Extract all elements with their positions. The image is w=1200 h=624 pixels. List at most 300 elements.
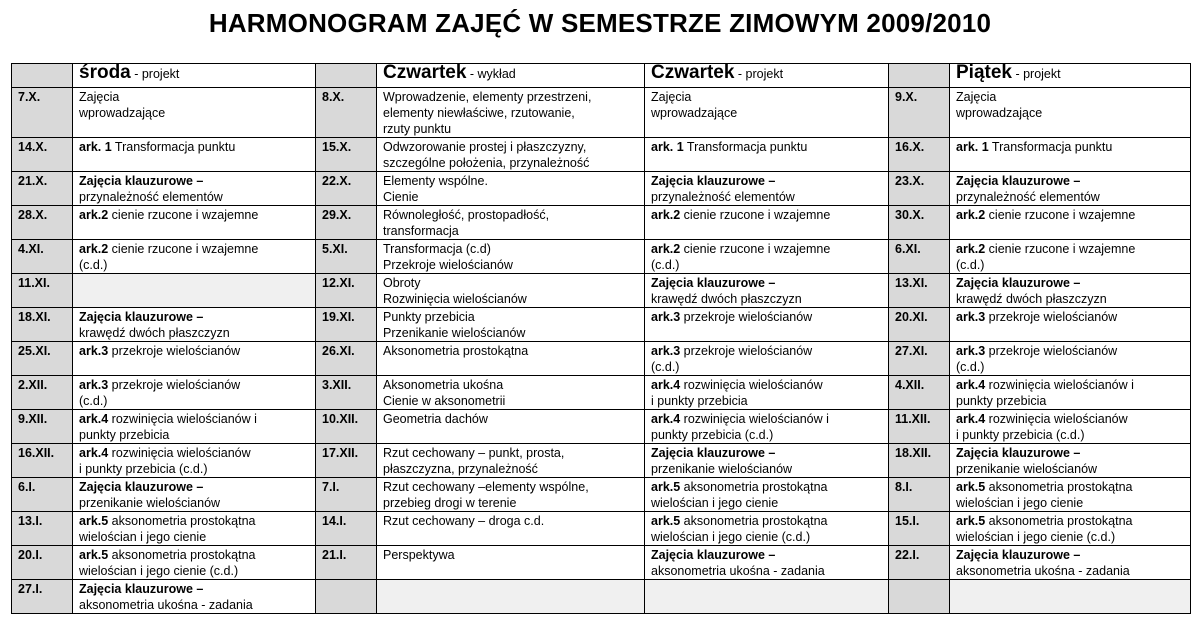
date-wednesday: 16.XII. (12, 444, 73, 478)
table-row (12, 410, 1191, 444)
cell-line (79, 105, 311, 121)
cell-line (956, 105, 1186, 121)
cell-line (956, 173, 1186, 189)
wednesday-project-cell (73, 376, 316, 410)
date-wednesday: 20.I. (12, 546, 73, 580)
friday-project-cell (950, 478, 1191, 512)
date-wednesday: 21.X. (12, 172, 73, 206)
thursday-lecture-cell (377, 546, 645, 580)
cell-line (651, 359, 884, 375)
date-wednesday: 11.XI. (12, 274, 73, 308)
cell-text: Zajęcia (651, 90, 692, 104)
thursday-project-cell (645, 138, 889, 172)
cell-text: punkty przebicia (79, 428, 170, 442)
cell-line (956, 411, 1186, 427)
cell-bold-text: ark.3 (651, 344, 681, 358)
friday-project-cell (950, 342, 1191, 376)
cell-text: aksonometria prostokątna (680, 480, 828, 494)
table-row (12, 308, 1191, 342)
header-friday-project (950, 64, 1191, 88)
date-thursday: 3.XII. (316, 376, 377, 410)
wednesday-project-cell (73, 138, 316, 172)
cell-line (651, 173, 884, 189)
date-friday: 9.X. (889, 88, 950, 138)
cell-line (79, 89, 311, 105)
thursday-project-cell (645, 206, 889, 240)
cell-line (956, 189, 1186, 205)
cell-text: (c.d.) (956, 360, 985, 374)
table-row (12, 88, 1191, 138)
date-friday: 20.XI. (889, 308, 950, 342)
cell-line (651, 343, 884, 359)
thursday-lecture-cell (377, 580, 645, 614)
thursday-project-cell (645, 580, 889, 614)
table-row (12, 206, 1191, 240)
cell-line: Rzut cechowany – punkt, prosta, (383, 446, 565, 460)
cell-line (956, 359, 1186, 375)
thursday-lecture-cell (377, 478, 645, 512)
date-friday: 23.X. (889, 172, 950, 206)
cell-line: elementy niewłaściwe, rzutowanie, (383, 106, 575, 120)
friday-project-cell (950, 274, 1191, 308)
cell-line (79, 563, 311, 579)
friday-project-cell (950, 138, 1191, 172)
cell-line (956, 529, 1186, 545)
thursday-lecture-cell (377, 88, 645, 138)
thursday-project-cell (645, 308, 889, 342)
header-day: środa (79, 63, 131, 83)
cell-line: szczególne położenia, przynależność (383, 156, 590, 170)
cell-line (651, 563, 884, 579)
wednesday-project-cell (73, 206, 316, 240)
thursday-lecture-cell (377, 512, 645, 546)
date-friday: 15.I. (889, 512, 950, 546)
cell-line (651, 479, 884, 495)
cell-text: wielościan i jego cienie (651, 496, 779, 510)
thursday-project-cell (645, 546, 889, 580)
cell-line (651, 241, 884, 257)
thursday-project-cell (645, 376, 889, 410)
header-thursday-lecture (377, 64, 645, 88)
cell-text: i punkty przebicia (651, 394, 748, 408)
cell-text: cienie rzucone i wzajemne (108, 208, 259, 222)
cell-line (651, 445, 884, 461)
cell-text: rozwinięcia wielościanów i (108, 412, 257, 426)
header-type: - projekt (734, 67, 784, 81)
cell-text: wielościan i jego cienie (c.d.) (651, 530, 811, 544)
cell-text: wielościan i jego cienie (956, 496, 1084, 510)
cell-text: wprowadzające (79, 106, 166, 120)
wednesday-project-cell (73, 546, 316, 580)
thursday-project-cell (645, 274, 889, 308)
cell-text: Transformacja punktu (111, 140, 236, 154)
wednesday-project-cell (73, 274, 316, 308)
cell-line (956, 291, 1186, 307)
friday-project-cell (950, 512, 1191, 546)
cell-bold-text: ark.2 (956, 208, 986, 222)
table-row (12, 274, 1191, 308)
cell-bold-text: ark. 1 (651, 140, 684, 154)
date-friday: 27.XI. (889, 342, 950, 376)
cell-line: Punkty przebicia (383, 310, 475, 324)
cell-line (79, 393, 311, 409)
cell-bold-text: Zajęcia klauzurowe – (651, 548, 776, 562)
date-wednesday: 18.XI. (12, 308, 73, 342)
cell-text: przynależność elementów (79, 190, 223, 204)
cell-line: płaszczyzna, przynależność (383, 462, 538, 476)
cell-bold-text: ark.3 (79, 378, 109, 392)
date-friday: 4.XII. (889, 376, 950, 410)
cell-line (79, 325, 311, 341)
cell-line (79, 427, 311, 443)
table-row (12, 546, 1191, 580)
date-thursday: 10.XII. (316, 410, 377, 444)
header-day: Czwartek (383, 63, 467, 83)
date-thursday: 29.X. (316, 206, 377, 240)
cell-line (79, 479, 311, 495)
cell-text: przynależność elementów (956, 190, 1100, 204)
friday-project-cell (950, 580, 1191, 614)
cell-line (956, 343, 1186, 359)
cell-bold-text: Zajęcia klauzurowe – (956, 174, 1081, 188)
table-row (12, 444, 1191, 478)
cell-line: Aksonometria ukośna (383, 378, 504, 392)
cell-line (651, 411, 884, 427)
date-wednesday: 14.X. (12, 138, 73, 172)
cell-text: krawędź dwóch płaszczyzn (956, 292, 1107, 306)
header-type: - projekt (130, 67, 180, 81)
cell-text: (c.d.) (79, 258, 108, 272)
date-thursday: 26.XI. (316, 342, 377, 376)
date-thursday: 8.X. (316, 88, 377, 138)
cell-text: aksonometria ukośna - zadania (956, 564, 1130, 578)
cell-text: wprowadzające (651, 106, 738, 120)
cell-text: przekroje wielościanów (108, 378, 241, 392)
cell-text: (c.d.) (651, 360, 680, 374)
cell-text: przekroje wielościanów (985, 310, 1118, 324)
cell-text: aksonometria prostokątna (985, 514, 1133, 528)
cell-line (651, 207, 884, 223)
cell-line (651, 257, 884, 273)
schedule-body (12, 64, 1191, 614)
cell-line: Obroty (383, 276, 421, 290)
cell-line (79, 445, 311, 461)
cell-text: przekroje wielościanów (680, 310, 813, 324)
page-title: HARMONOGRAM ZAJĘĆ W SEMESTRZE ZIMOWYM 2009/2010 (208, 8, 992, 38)
friday-project-cell (950, 308, 1191, 342)
table-row (12, 240, 1191, 274)
thursday-lecture-cell (377, 342, 645, 376)
cell-bold-text: ark.3 (79, 344, 109, 358)
thursday-lecture-cell (377, 308, 645, 342)
cell-line: Transformacja (c.d) (383, 242, 491, 256)
table-row (12, 580, 1191, 614)
cell-line (651, 89, 884, 105)
cell-text: cienie rzucone i wzajemne (985, 242, 1136, 256)
cell-line (651, 189, 884, 205)
cell-bold-text: Zajęcia klauzurowe – (79, 310, 204, 324)
cell-line (651, 105, 884, 121)
thursday-lecture-cell (377, 172, 645, 206)
cell-bold-text: ark.4 (79, 446, 109, 460)
date-thursday: 21.I. (316, 546, 377, 580)
cell-line: Przekroje wielościanów (383, 258, 513, 272)
date-friday: 30.X. (889, 206, 950, 240)
cell-line: Cienie w aksonometrii (383, 394, 506, 408)
cell-text: przynależność elementów (651, 190, 795, 204)
cell-text: krawędź dwóch płaszczyzn (79, 326, 230, 340)
date-friday: 16.X. (889, 138, 950, 172)
date-friday: 8.I. (889, 478, 950, 512)
thursday-lecture-cell (377, 376, 645, 410)
cell-line (79, 597, 311, 613)
friday-project-cell (950, 410, 1191, 444)
cell-text: Zajęcia (79, 90, 120, 104)
cell-text: Zajęcia (956, 90, 997, 104)
cell-bold-text: Zajęcia klauzurowe – (79, 174, 204, 188)
cell-line (651, 427, 884, 443)
table-row (12, 376, 1191, 410)
cell-line (651, 529, 884, 545)
cell-text: Transformacja punktu (988, 140, 1113, 154)
cell-line: Geometria dachów (383, 412, 488, 426)
wednesday-project-cell (73, 478, 316, 512)
thursday-project-cell (645, 410, 889, 444)
cell-line (956, 89, 1186, 105)
cell-text: cienie rzucone i wzajemne (680, 208, 831, 222)
cell-bold-text: ark.5 (956, 480, 986, 494)
date-wednesday: 4.XI. (12, 240, 73, 274)
cell-text: rozwinięcia wielościanów (985, 412, 1128, 426)
cell-text: aksonometria ukośna - zadania (79, 598, 253, 612)
table-row (12, 478, 1191, 512)
cell-line (956, 563, 1186, 579)
header-date-cell (889, 64, 950, 88)
thursday-project-cell (645, 342, 889, 376)
friday-project-cell (950, 88, 1191, 138)
header-type: - projekt (1011, 67, 1061, 81)
cell-bold-text: ark.3 (651, 310, 681, 324)
cell-line (79, 343, 311, 359)
friday-project-cell (950, 546, 1191, 580)
cell-line (956, 309, 1186, 325)
cell-text: punkty przebicia (c.d.) (651, 428, 774, 442)
cell-line (651, 275, 884, 291)
cell-bold-text: Zajęcia klauzurowe – (79, 480, 204, 494)
cell-text: rozwinięcia wielościanów i (985, 378, 1134, 392)
date-friday: 18.XII. (889, 444, 950, 478)
date-friday (889, 580, 950, 614)
cell-line (79, 189, 311, 205)
cell-line (956, 495, 1186, 511)
date-wednesday: 27.I. (12, 580, 73, 614)
cell-text: rozwinięcia wielościanów (108, 446, 251, 460)
cell-text: punkty przebicia (956, 394, 1047, 408)
cell-text: przenikanie wielościanów (79, 496, 221, 510)
cell-text: aksonometria prostokątna (108, 514, 256, 528)
thursday-lecture-cell (377, 240, 645, 274)
cell-line (79, 495, 311, 511)
cell-line (79, 241, 311, 257)
cell-bold-text: ark.5 (956, 514, 986, 528)
cell-line (651, 393, 884, 409)
cell-line (651, 547, 884, 563)
cell-bold-text: ark.2 (651, 242, 681, 256)
thursday-project-cell (645, 240, 889, 274)
date-wednesday: 6.I. (12, 478, 73, 512)
header-day: Piątek (956, 63, 1012, 83)
cell-text: cienie rzucone i wzajemne (985, 208, 1136, 222)
cell-text: wielościan i jego cienie (c.d.) (956, 530, 1116, 544)
cell-line: transformacja (383, 224, 459, 238)
date-thursday: 7.I. (316, 478, 377, 512)
cell-text: wprowadzające (956, 106, 1043, 120)
cell-line (79, 513, 311, 529)
cell-text: cienie rzucone i wzajemne (680, 242, 831, 256)
cell-line (956, 547, 1186, 563)
cell-line (79, 461, 311, 477)
wednesday-project-cell (73, 342, 316, 376)
wednesday-project-cell (73, 580, 316, 614)
friday-project-cell (950, 444, 1191, 478)
cell-text: Transformacja punktu (683, 140, 808, 154)
thursday-project-cell (645, 172, 889, 206)
cell-text: (c.d.) (79, 394, 108, 408)
cell-text: przekroje wielościanów (680, 344, 813, 358)
cell-line (79, 207, 311, 223)
cell-line (79, 547, 311, 563)
cell-line (79, 529, 311, 545)
cell-line: Cienie (383, 190, 419, 204)
cell-bold-text: ark.2 (79, 242, 109, 256)
cell-line (79, 173, 311, 189)
cell-line: rzuty punktu (383, 122, 452, 136)
wednesday-project-cell (73, 444, 316, 478)
cell-line (651, 377, 884, 393)
cell-text: przekroje wielościanów (985, 344, 1118, 358)
cell-bold-text: Zajęcia klauzurowe – (956, 276, 1081, 290)
table-row (12, 342, 1191, 376)
cell-text: wielościan i jego cienie (79, 530, 207, 544)
cell-text: aksonometria prostokątna (985, 480, 1133, 494)
thursday-project-cell (645, 512, 889, 546)
cell-line (956, 257, 1186, 273)
date-thursday: 5.XI. (316, 240, 377, 274)
cell-bold-text: ark.2 (79, 208, 109, 222)
cell-bold-text: ark.4 (956, 412, 986, 426)
cell-bold-text: Zajęcia klauzurowe – (651, 174, 776, 188)
cell-line: Równoległość, prostopadłość, (383, 208, 550, 222)
friday-project-cell (950, 172, 1191, 206)
cell-text: rozwinięcia wielościanów i (680, 412, 829, 426)
date-wednesday: 28.X. (12, 206, 73, 240)
date-friday: 22.I. (889, 546, 950, 580)
cell-line (956, 479, 1186, 495)
date-friday: 6.XI. (889, 240, 950, 274)
cell-text: (c.d.) (651, 258, 680, 272)
cell-line (956, 139, 1186, 155)
cell-line (956, 241, 1186, 257)
cell-text: (c.d.) (956, 258, 985, 272)
cell-bold-text: Zajęcia klauzurowe – (956, 446, 1081, 460)
cell-line: Wprowadzenie, elementy przestrzeni, (383, 90, 592, 104)
date-thursday (316, 580, 377, 614)
date-wednesday: 9.XII. (12, 410, 73, 444)
header-wednesday-project (73, 64, 316, 88)
cell-line (651, 513, 884, 529)
wednesday-project-cell (73, 240, 316, 274)
cell-line (651, 291, 884, 307)
cell-line (956, 275, 1186, 291)
date-wednesday: 25.XI. (12, 342, 73, 376)
cell-line (956, 513, 1186, 529)
date-thursday: 17.XII. (316, 444, 377, 478)
cell-bold-text: ark.5 (651, 480, 681, 494)
cell-line (956, 393, 1186, 409)
table-row (12, 512, 1191, 546)
cell-line (651, 139, 884, 155)
cell-bold-text: ark.4 (79, 412, 109, 426)
thursday-lecture-cell (377, 138, 645, 172)
wednesday-project-cell (73, 512, 316, 546)
date-wednesday: 7.X. (12, 88, 73, 138)
cell-line: Odwzorowanie prostej i płaszczyzny, (383, 140, 587, 154)
cell-bold-text: ark.3 (956, 310, 986, 324)
cell-text: i punkty przebicia (c.d.) (956, 428, 1085, 442)
date-thursday: 22.X. (316, 172, 377, 206)
cell-text: rozwinięcia wielościanów (680, 378, 823, 392)
cell-bold-text: ark.2 (956, 242, 986, 256)
friday-project-cell (950, 206, 1191, 240)
header-thursday-project (645, 64, 889, 88)
cell-bold-text: ark. 1 (956, 140, 989, 154)
cell-text: i punkty przebicia (c.d.) (79, 462, 208, 476)
cell-line: Przenikanie wielościanów (383, 326, 526, 340)
cell-line: Aksonometria prostokątna (383, 344, 529, 358)
cell-line (651, 461, 884, 477)
cell-text: przekroje wielościanów (108, 344, 241, 358)
cell-text: cienie rzucone i wzajemne (108, 242, 259, 256)
cell-line (79, 411, 311, 427)
cell-line: przebieg drogi w terenie (383, 496, 517, 510)
date-wednesday: 2.XII. (12, 376, 73, 410)
schedule-table (11, 63, 1191, 614)
date-wednesday: 13.I. (12, 512, 73, 546)
cell-line (651, 309, 884, 325)
table-row (12, 172, 1191, 206)
cell-line (956, 461, 1186, 477)
thursday-project-cell (645, 444, 889, 478)
cell-line: Rozwinięcia wielościanów (383, 292, 527, 306)
cell-line (79, 581, 311, 597)
cell-text: aksonometria ukośna - zadania (651, 564, 825, 578)
cell-text: aksonometria prostokątna (108, 548, 256, 562)
cell-line (956, 377, 1186, 393)
date-thursday: 14.I. (316, 512, 377, 546)
date-friday: 13.XI. (889, 274, 950, 308)
wednesday-project-cell (73, 172, 316, 206)
cell-bold-text: ark. 1 (79, 140, 112, 154)
wednesday-project-cell (73, 308, 316, 342)
wednesday-project-cell (73, 88, 316, 138)
cell-text: aksonometria prostokątna (680, 514, 828, 528)
cell-bold-text: ark.4 (956, 378, 986, 392)
thursday-lecture-cell (377, 444, 645, 478)
header-row (12, 64, 1191, 88)
cell-bold-text: Zajęcia klauzurowe – (956, 548, 1081, 562)
cell-bold-text: Zajęcia klauzurowe – (651, 446, 776, 460)
cell-bold-text: Zajęcia klauzurowe – (651, 276, 776, 290)
